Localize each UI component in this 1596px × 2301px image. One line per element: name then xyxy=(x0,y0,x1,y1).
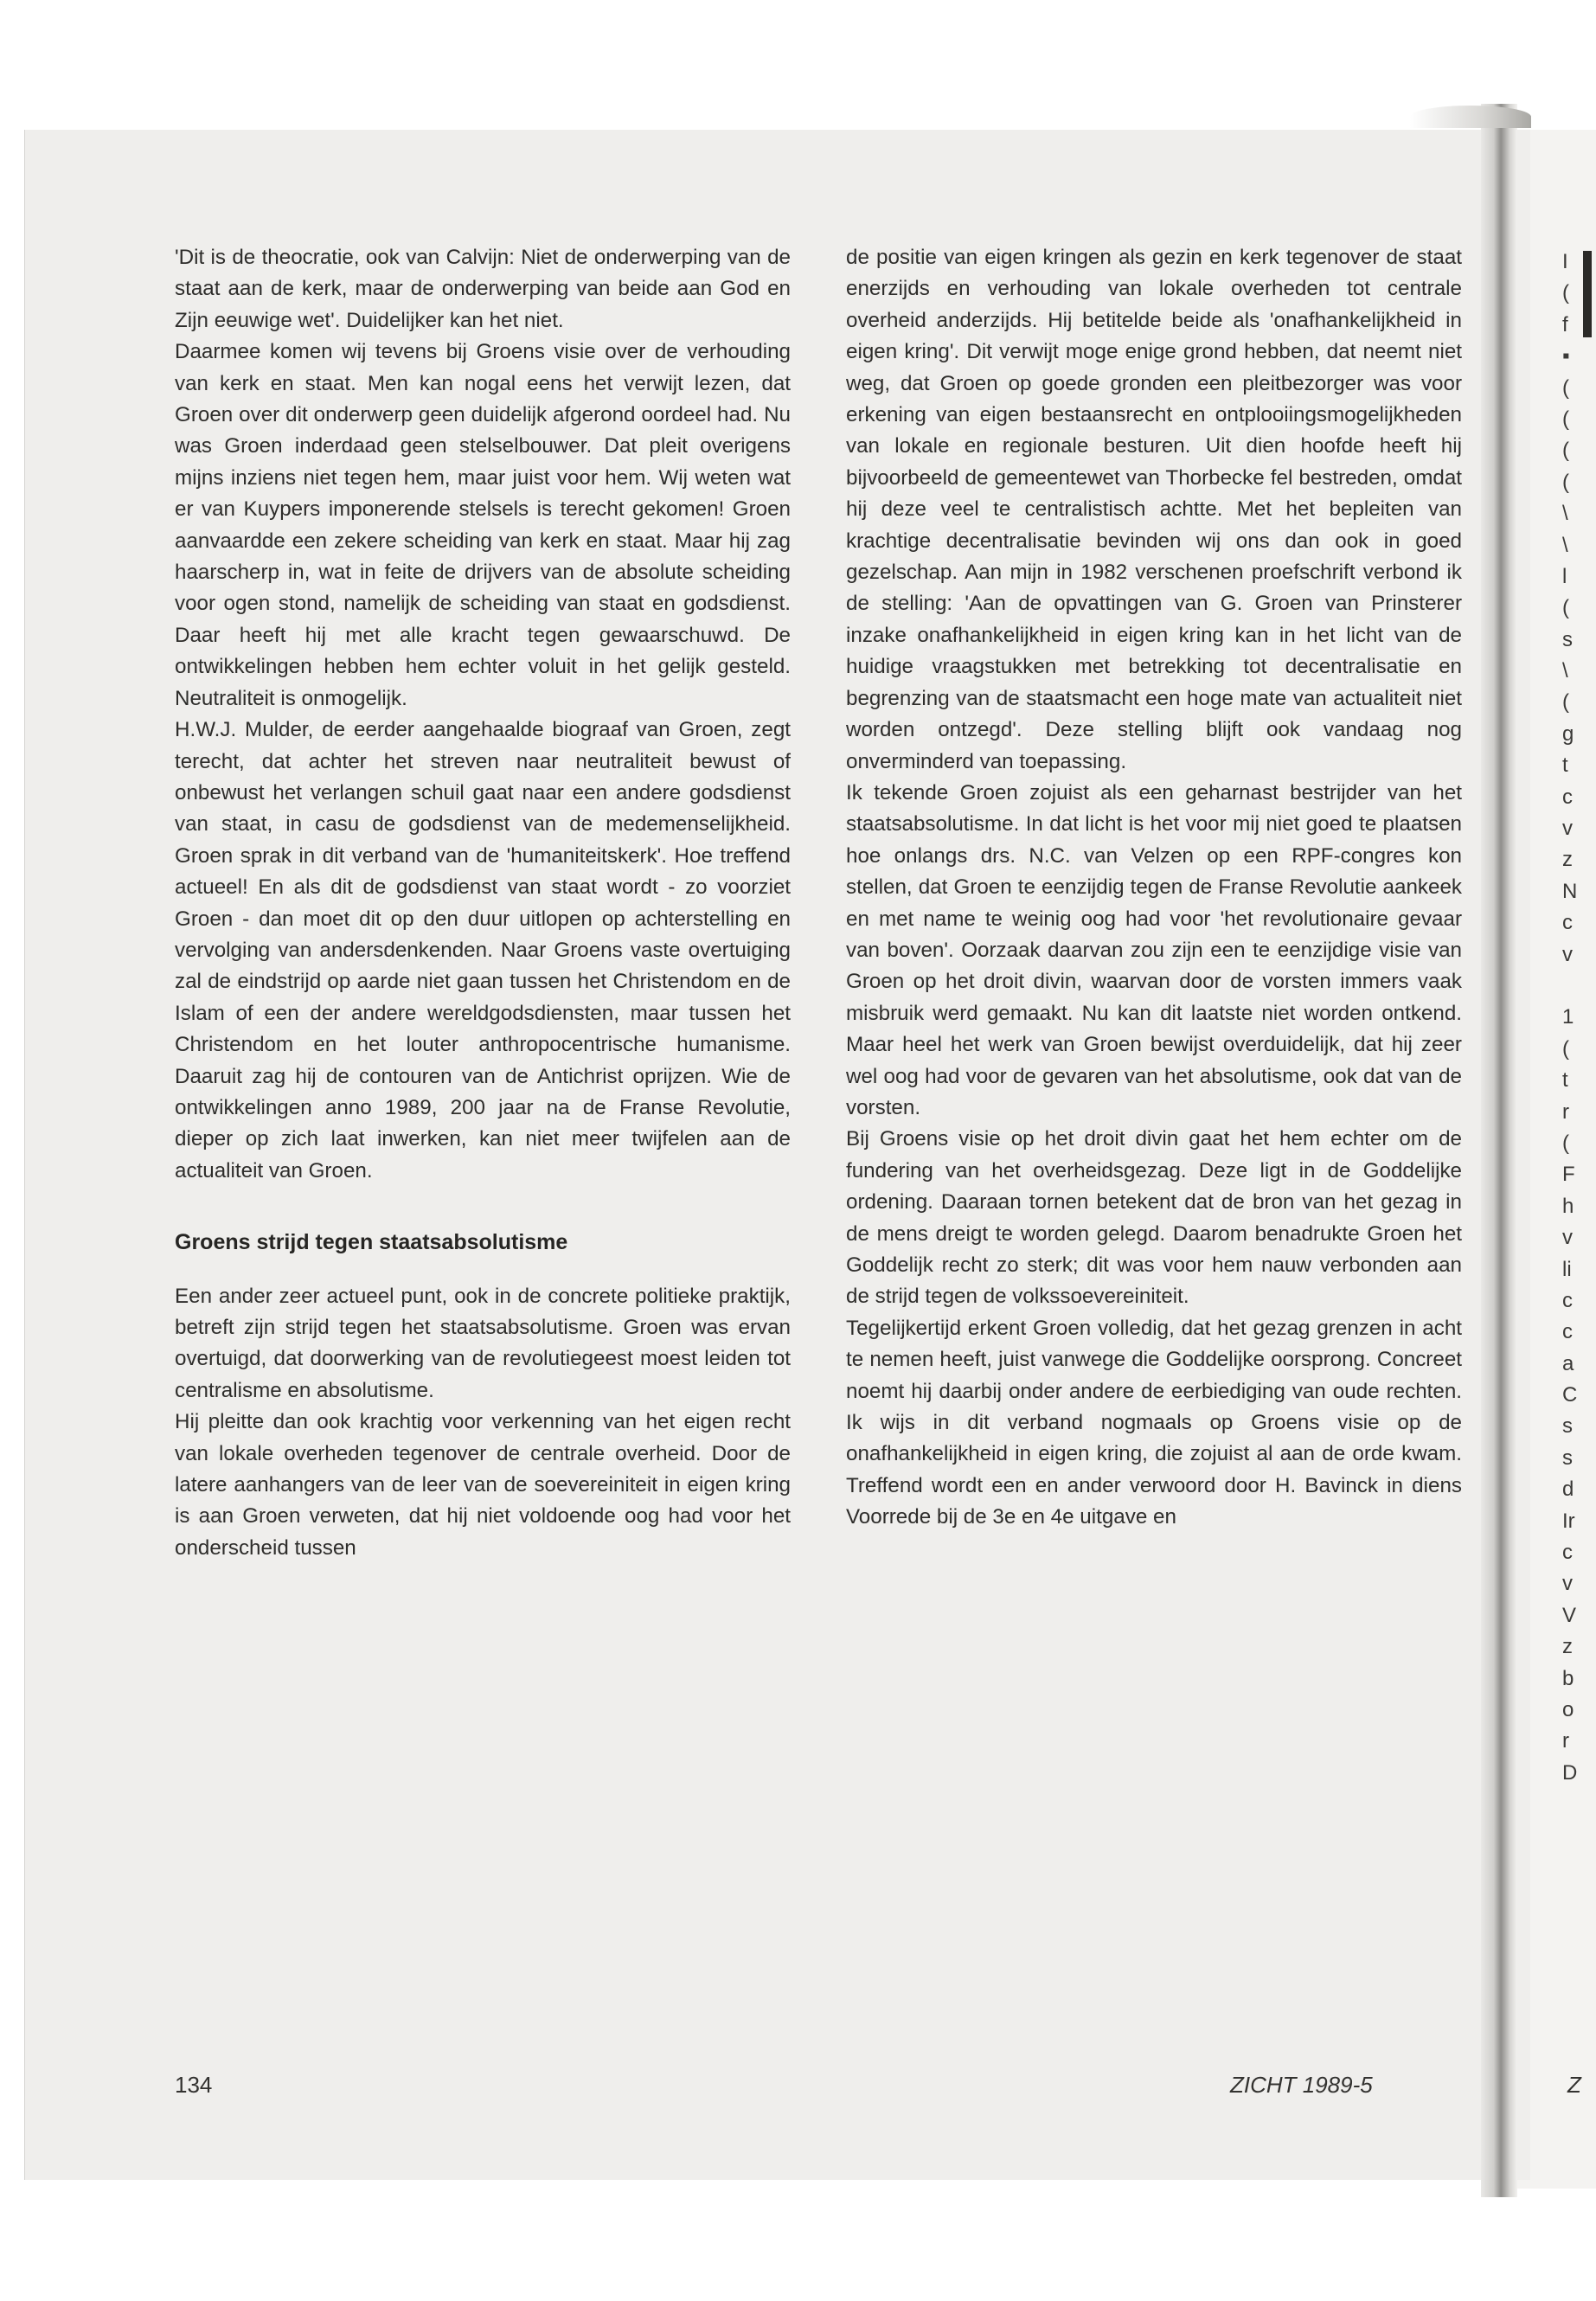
facing-page-letter: ( xyxy=(1562,1036,1569,1061)
paragraph: Tegelijkertijd erkent Groen volledig, dat het gezag grenzen in acht te nemen heeft, juist vanwege die Goddelijke oorsprong. Concreet noemt hij daarbij onder andere de eerbiediging van oude rechten. Ik wijs in dit verband nogmaals op Groens visie op de onafhankelijkheid in eigen kring, die zojuist al aan de orde kwam. Treffend wordt een en ander verwoord door H. Bavinck in diens Voorrede bij de 3e en 4e uitgave en xyxy=(846,1316,1462,1529)
facing-page-letter: h xyxy=(1562,1194,1574,1218)
facing-page-letter: s xyxy=(1562,627,1573,651)
facing-page-letter: ( xyxy=(1562,407,1569,431)
facing-page-letter: t xyxy=(1562,1068,1568,1093)
paragraph: Daarmee komen wij tevens bij Groens visie over de verhouding van kerk en staat. Men kan nogal eens het verwijt lezen, dat Groen over dit onderwerp geen duidelijk afgerond oordeel had. Nu was Groen inderdaad geen stelselbouwer. Dat pleit overigens mijns inziens niet tegen hem, maar juist voor hem. Wij weten wat er van Kuypers imponerende stelsels is terecht gekomen! Groen aanvaardde een zekere scheiding van kerk en staat. Maar hij zag haarscherp in, wat in feite de drijvers van de absolute scheiding voor ogen stond, namelijk de scheiding van staat en godsdienst. Daar heeft hij met alle kracht tegen gewaarschuwd. De ontwikkelingen hebben hem echter voluit in het gelijk gesteld. Neutraliteit is onmogelijk. xyxy=(175,340,791,710)
facing-page-letter: ( xyxy=(1562,375,1569,400)
facing-page-letter: \ xyxy=(1562,659,1568,683)
facing-page-letter: ( xyxy=(1562,470,1569,494)
facing-page-letter: li xyxy=(1562,1257,1572,1281)
facing-page-letter: C xyxy=(1562,1383,1578,1407)
facing-page-letter: ( xyxy=(1562,596,1569,620)
page-number: 134 xyxy=(175,2072,213,2098)
facing-page-letter: s xyxy=(1562,1445,1573,1470)
facing-page-letter: o xyxy=(1562,1697,1574,1721)
facing-page-letter: c xyxy=(1562,1288,1573,1312)
facing-page-letter: d xyxy=(1562,1477,1574,1502)
paragraph: Hij pleitte dan ook krachtig voor verkenning van het eigen recht van lokale overheden tegenover de centrale overheid. Door de latere aanhangers van de leer van de soevereiniteit in eigen kring is aan Groen verweten, dat hij niet voldoende oog had voor het onderscheid tussen xyxy=(175,1410,791,1560)
facing-page-letter: g xyxy=(1562,721,1574,746)
facing-page-letter: v xyxy=(1562,817,1573,841)
facing-page-letter: z xyxy=(1562,1635,1573,1659)
facing-page-letter: \ xyxy=(1562,502,1568,526)
facing-page-letter: ▪ xyxy=(1562,344,1570,369)
facing-page-letter: z xyxy=(1562,848,1573,872)
facing-page-letter: ( xyxy=(1562,439,1569,463)
facing-page-letter: a xyxy=(1562,1351,1574,1375)
facing-page-letter: c xyxy=(1562,911,1573,935)
facing-page-letter: c xyxy=(1562,1320,1573,1344)
facing-page-letter: V xyxy=(1562,1603,1577,1627)
facing-page-footer: Z xyxy=(1567,2072,1581,2098)
facing-page-letter: r xyxy=(1562,1729,1569,1753)
facing-page-letter: l xyxy=(1562,564,1567,588)
facing-page-letter: Ir xyxy=(1562,1509,1575,1533)
facing-page-letter: r xyxy=(1562,1099,1569,1124)
facing-page-letter: \ xyxy=(1562,533,1568,557)
facing-page-letter: b xyxy=(1562,1666,1574,1690)
paragraph: Bij Groens visie op het droit divin gaat het hem echter om de fundering van het overheidsgezag. Deze ligt in de Goddelijke ordening. Daaraan tornen betekent dat de bron van het gezag in de mens dreigt te worden gelegd. Daarom benadrukte Groen het Goddelijk recht zo sterk; dit was voor hem nauw verbonden aan de strijd tegen de volkssoevereiniteit. xyxy=(846,1127,1462,1309)
facing-page-letter: N xyxy=(1562,879,1578,903)
paragraph: de positie van eigen kringen als gezin en kerk tegenover de staat enerzijds en verhouding van lokale overheden tot centrale overheid anderzijds. Hij betitelde beide als 'onafhankelijkheid in eigen kring'. Dit verwijt moge enige grond hebben, dat neemt niet weg, dat Groen op goede gronden een pleitbezorger was voor erkening van eigen bestaansrecht en ontplooiingsmogelijkheden van lokale en regionale besturen. Uit dien hoofde heeft hij bijvoorbeeld de gemeentewet van Thorbecke fel bestreden, omdat hij deze veel te centralistisch achtte. Met het bepleiten van krachtige decentralisatie bevinden wij ons dan ook in goed gezelschap. Aan mijn in 1982 verschenen proefschrift verbond ik de stelling: 'Aan de opvattingen van G. Groen van Prinsterer inzake onafhankelijkheid in eigen kring kan in het licht van de huidige vraagstukken met betrekking tot decentralisatie en begrenzing van de staatsmacht een hoge mate van actualiteit niet worden ontzegd'. Deze stelling blijft ook vandaag nog onverminderd van toepassing. xyxy=(846,246,1462,773)
facing-page-letter: 1 xyxy=(1562,1005,1574,1029)
facing-page-letter: v xyxy=(1562,942,1573,966)
paragraph: 'Dit is de theocratie, ook van Calvijn: Niet de onderwerping van de staat aan de kerk, maar de onderwerping van beide aan God en Zijn eeuwige wet'. Duidelijker kan het niet. xyxy=(175,246,791,332)
paragraph: Een ander zeer actueel punt, ook in de concrete politieke praktijk, betreft zijn strijd tegen het staatsabsolutisme. Groen was ervan overtuigd, dat doorwerking van de revolutiegeest moest leiden tot centralisme en absolutisme. xyxy=(175,1284,791,1402)
facing-page-letter: F xyxy=(1562,1163,1575,1187)
facing-page-letter: D xyxy=(1562,1760,1578,1785)
facing-page-letter: v xyxy=(1562,1572,1573,1596)
book-binding xyxy=(1481,104,1517,2197)
facing-page-text xyxy=(1562,247,1593,1789)
facing-page-letter: I xyxy=(1562,250,1568,273)
right-column xyxy=(846,242,1462,1534)
facing-page-letter: c xyxy=(1562,785,1573,809)
section-heading: Groens strijd tegen staatsabsolutisme xyxy=(175,1230,568,1255)
facing-page-letter: v xyxy=(1562,1226,1573,1250)
running-footer: ZICHT 1989-5 xyxy=(1230,2072,1373,2098)
facing-page-letter: t xyxy=(1562,753,1568,778)
facing-page-letter: s xyxy=(1562,1414,1573,1439)
paragraph: Ik tekende Groen zojuist als een geharnast bestrijder van het staatsabsolutisme. In dat licht is het voor mij niet goed te plaatsen hoe onlangs drs. N.C. van Velzen op een RPF-congres kon stellen, dat Groen te eenzijdig tegen de Franse Revolutie aankeek en met name te weinig oog had voor 'het revolutionaire gevaar van boven'. Oorzaak daarvan zou zijn een te eenzijdige visie van Groen op het droit divin, waarvan door de vorsten immers vaak misbruik werd gemaakt. Nu kan dit laatste niet worden ontkend. Maar heel het werk van Groen bewijst overduidelijk, dat hij zeer wel oog had voor de gevaren van het absolutisme, ook dat van de vorsten. xyxy=(846,780,1462,1119)
facing-page-letter: ( xyxy=(1562,690,1569,715)
facing-page-letter: ( xyxy=(1562,1131,1569,1155)
facing-page-letter: ( xyxy=(1562,281,1569,305)
left-column xyxy=(175,242,791,1564)
binding-curl xyxy=(1410,106,1531,128)
facing-page-letter xyxy=(1562,971,1593,1002)
paragraph: H.W.J. Mulder, de eerder aangehaalde biograaf van Groen, zegt terecht, dat achter het streven naar neutraliteit bewust of onbewust het verlangen schuil gaat naar een andere godsdienst van staat, in casu de godsdienst van de medemenselijkheid. Groen sprak in dit verband van de 'humaniteitskerk'. Hoe treffend actueel! En als dit de godsdienst van staat wordt - zo voorziet Groen - dan moet dit op den duur uitlopen op achterstelling en vervolging van andersdenkenden. Naar Groens vaste overtuiging zal de eindstrijd op aarde niet gaan tussen het Christendom en de Islam of een der andere wereldgodsdiensten, maar tussen het Christendom en het louter anthropocentrische humanisme. Daaruit zag hij de contouren van de Antichrist oprijzen. Wie de ontwikkelingen anno 1989, 200 jaar na de Franse Revolutie, dieper op zich laat inwerken, kan niet meer twijfelen aan de actualiteit van Groen. xyxy=(175,718,791,1183)
facing-page-letter: c xyxy=(1562,1541,1573,1565)
facing-page-letter: f xyxy=(1562,312,1568,336)
